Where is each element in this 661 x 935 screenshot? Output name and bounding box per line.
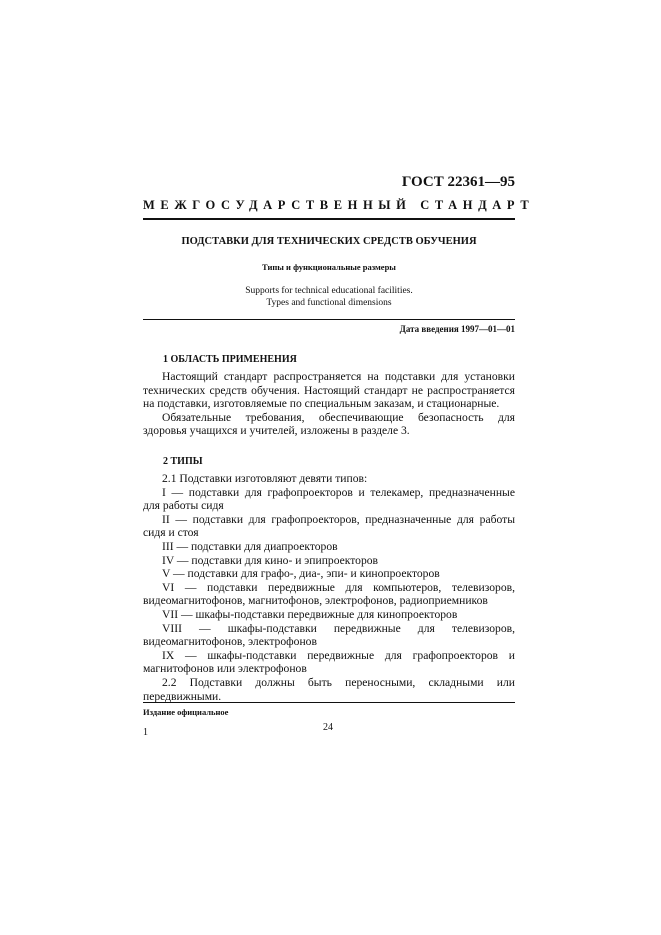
- type-item-4: IV — подставки для кино- и эпипроекторов: [162, 553, 379, 567]
- section2-heading: 2 ТИПЫ: [163, 456, 203, 467]
- footer-rule: [143, 702, 515, 703]
- type-item-6: VI — подставки передвижные для компьютеров, телевизоров, видеомагнитофонов, магнитофонов, электрофонов, радиоприемников: [143, 580, 515, 608]
- section1-paragraph1: Настоящий стандарт распространяется на подставки для установки технических средств обучения. Настоящий стандарт не распространяется на подставки, изготовляемые по специальным заказам, и стационарные.: [143, 370, 515, 411]
- type-item-5: V — подставки для графо-, диа-, эпи- и кинопроекторов: [162, 567, 440, 581]
- document-title: ПОДСТАВКИ ДЛЯ ТЕХНИЧЕСКИХ СРЕДСТВ ОБУЧЕНИЯ: [181, 236, 477, 247]
- type-item-7: VII — шкафы-подставки передвижные для кинопроекторов: [162, 607, 458, 621]
- effective-date: Дата введения 1997—01—01: [399, 324, 515, 334]
- page-number: 24: [323, 722, 333, 733]
- type-item-3: III — подставки для диапроекторов: [162, 539, 338, 553]
- type-item-9: IX — шкафы-подставки передвижные для графопроекторов и магнитофонов или электрофонов: [143, 648, 515, 676]
- section1-heading: 1 ОБЛАСТЬ ПРИМЕНЕНИЯ: [163, 354, 297, 365]
- document-page: [143, 0, 535, 935]
- english-title-line1: Supports for technical educational facilities.: [245, 286, 413, 296]
- official-edition-label: Издание официальное: [143, 707, 229, 717]
- section2-body: [143, 472, 515, 703]
- document-subtitle: Типы и функциональные размеры: [262, 262, 396, 272]
- section1-paragraph2: Обязательные требования, обеспечивающие безопасность для здоровья учащихся и учителей, изложены в разделе 3.: [143, 410, 515, 438]
- section2-intro: 2.1 Подставки изготовляют девяти типов:: [162, 472, 368, 485]
- gost-number: ГОСТ 22361—95: [401, 174, 515, 190]
- type-item-1: I — подставки для графопроекторов и телекамер, предназначенные для работы сидя: [143, 485, 515, 513]
- section1-body: [143, 370, 515, 438]
- type-item-8: VIII — шкафы-подставки передвижные для телевизоров, видеомагнитофонов, электрофонов: [143, 621, 515, 649]
- interstate-standard-label: МЕЖГОСУДАРСТВЕННЫЙ СТАНДАРТ: [143, 198, 535, 212]
- header-rule: [143, 218, 515, 220]
- english-title: [143, 285, 515, 309]
- footer-number: 1: [143, 727, 148, 738]
- section2-paragraph-2-2: 2.2 Подставки должны быть переносными, складными или передвижными.: [143, 675, 515, 703]
- title-rule: [143, 319, 515, 320]
- english-title-line2: Types and functional dimensions: [266, 298, 392, 308]
- type-item-2: II — подставки для графопроекторов, предназначенные для работы сидя и стоя: [143, 512, 515, 540]
